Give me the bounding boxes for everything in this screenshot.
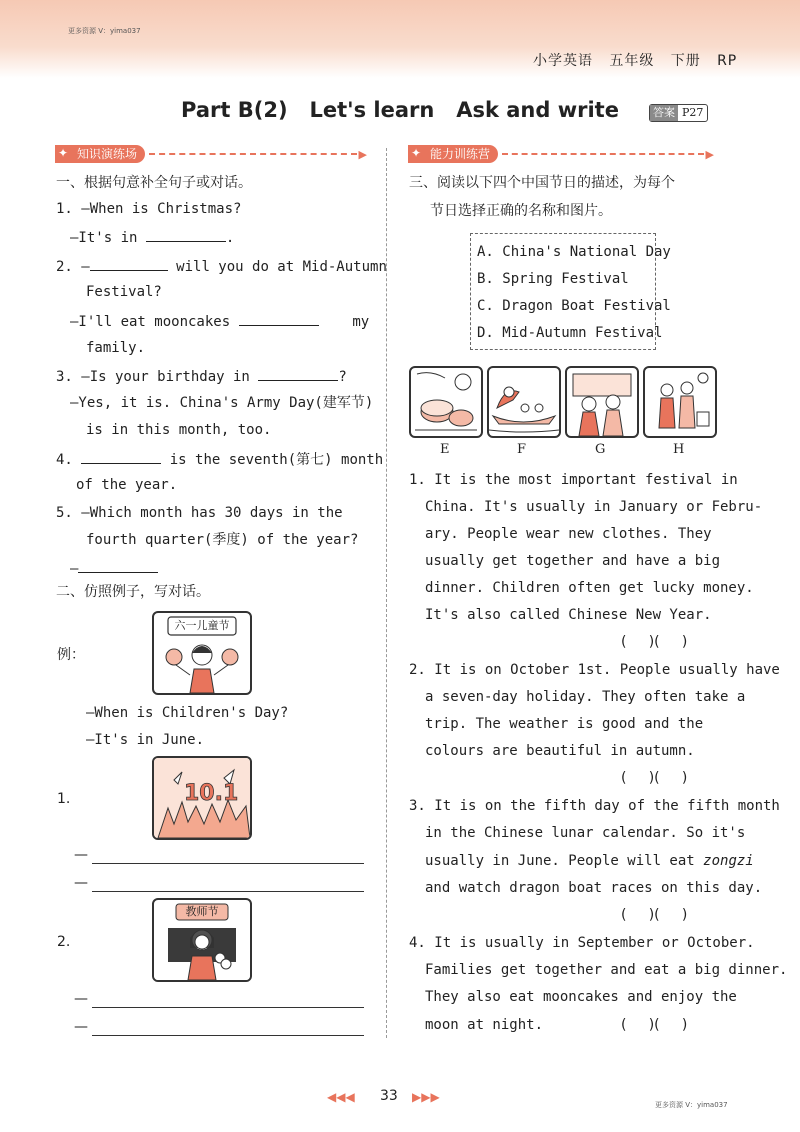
page-title: Part B(2) Let's learn Ask and write <box>181 98 619 122</box>
passage4-line: moon at night. <box>425 1017 544 1033</box>
dash: — <box>74 1019 88 1035</box>
item1-number: 1. <box>57 791 71 807</box>
column-divider <box>386 148 387 1038</box>
passage1-line: It's also called Chinese New Year. <box>425 607 712 623</box>
q2c: —I'll eat mooncakes my <box>70 311 369 331</box>
right-section-title: 能力训练营 <box>430 147 491 161</box>
passage3-line: usually in June. People will eat zongzi <box>425 853 754 869</box>
option-d: D. Mid-Autumn Festival <box>477 325 663 341</box>
writing-line[interactable] <box>92 862 364 864</box>
header-subject: 小学英语 <box>533 53 593 69</box>
q5b: fourth quarter(季度) of the year? <box>86 532 359 548</box>
picture-h <box>643 366 717 438</box>
star-icon: ✦ <box>411 146 422 160</box>
passage2-line: a seven-day holiday. They often take a <box>425 689 746 705</box>
answer-label: 答案 <box>650 105 678 121</box>
answer-parentheses[interactable]: ( )( ) <box>621 634 688 650</box>
example-banner: 六一儿童节 <box>174 619 230 632</box>
passage3-line: and watch dragon boat races on this day. <box>425 880 763 896</box>
answer-blank[interactable] <box>258 366 338 381</box>
writing-line[interactable] <box>92 890 364 892</box>
next-arrows-icon[interactable]: ▶▶▶ <box>412 1090 440 1104</box>
picture-label-g: G <box>595 442 606 457</box>
page-number: 33 <box>380 1088 398 1104</box>
example-answer: —It's in June. <box>86 732 205 748</box>
passage3-line: 3. It is on the fifth day of the fifth month <box>409 798 780 814</box>
fireworks-flames-icon <box>154 758 250 838</box>
writing-line[interactable] <box>92 1006 364 1008</box>
answer-parentheses[interactable]: ( )( ) <box>621 1017 688 1033</box>
q3a: 3. —Is your birthday in ? <box>56 366 347 386</box>
passage4-line: Families get together and eat a big dinner. <box>425 962 788 978</box>
header-term: 下册 <box>670 53 701 69</box>
q4b: of the year. <box>76 477 178 493</box>
item2-number: 2. <box>57 934 71 950</box>
q1a: 1. —When is Christmas? <box>56 201 242 217</box>
picture-label-e: E <box>440 442 450 457</box>
passage3-line: in the Chinese lunar calendar. So it's <box>425 825 746 841</box>
dash: — <box>74 875 88 891</box>
left-section-title: 知识演练场 <box>77 147 138 161</box>
item1-banner: 10.1 <box>184 781 239 806</box>
picture-f <box>487 366 561 438</box>
answer-badge[interactable] <box>649 104 708 122</box>
passage1-line: China. It's usually in January or Febru- <box>425 499 763 515</box>
writing-line[interactable] <box>92 1034 364 1036</box>
answer-parentheses[interactable]: ( )( ) <box>621 907 688 923</box>
star-icon: ✦ <box>58 146 69 160</box>
teachers-day-picture <box>152 898 252 982</box>
part1-heading: 一、根据句意补全句子或对话。 <box>56 175 252 191</box>
passage2-line: 2. It is on October 1st. People usually have <box>409 662 780 678</box>
answer-blank[interactable] <box>90 256 168 271</box>
passage1-line: ary. People wear new clothes. They <box>425 526 712 542</box>
part3-heading-line2: 节日选择正确的名称和图片。 <box>430 203 612 219</box>
answer-blank[interactable] <box>146 227 226 242</box>
answer-page: P27 <box>682 106 704 119</box>
passage1-line: usually get together and have a big <box>425 553 721 569</box>
passage1-line: dinner. Children often get lucky money. <box>425 580 754 596</box>
watermark-top: 更多资源 V：yima037 <box>68 27 141 35</box>
part3-heading-line1: 三、阅读以下四个中国节日的描述，为每个 <box>409 175 675 191</box>
family-dinner-icon <box>567 368 637 436</box>
arrow-right-icon: ▶ <box>358 147 367 161</box>
passage4-line: They also eat mooncakes and enjoy the <box>425 989 737 1005</box>
childrens-day-picture <box>152 611 252 695</box>
zongzi-word: zongzi <box>703 853 754 869</box>
picture-g <box>565 366 639 438</box>
q3b: —Yes, it is. China's Army Day(建军节) <box>70 395 374 411</box>
picture-e <box>409 366 483 438</box>
q5a: 5. —Which month has 30 days in the <box>56 505 343 521</box>
answer-blank[interactable] <box>78 558 158 573</box>
header-edition: RP <box>717 53 738 69</box>
option-b: B. Spring Festival <box>477 271 629 287</box>
arrow-right-icon: ▶ <box>705 147 714 161</box>
picture-label-f: F <box>517 442 527 457</box>
answer-blank[interactable] <box>239 311 319 326</box>
passage2-line: colours are beautiful in autumn. <box>425 743 695 759</box>
picture-label-h: H <box>673 442 685 457</box>
mooncakes-icon <box>411 368 481 436</box>
answer-parentheses[interactable]: ( )( ) <box>621 770 688 786</box>
answer-blank[interactable] <box>81 449 161 464</box>
q3c: is in this month, too. <box>86 422 272 438</box>
dash: — <box>74 991 88 1007</box>
q4: 4. is the seventh(第七) month <box>56 449 383 469</box>
national-day-picture <box>152 756 252 840</box>
passage4-line: 4. It is usually in September or October. <box>409 935 755 951</box>
q2a: 2. — will you do at Mid-Autumn <box>56 256 387 276</box>
passage2-line: trip. The weather is good and the <box>425 716 704 732</box>
header-info <box>533 50 737 70</box>
q2b: Festival? <box>86 284 162 300</box>
right-section-header <box>408 144 714 164</box>
part2-heading: 二、仿照例子，写对话。 <box>56 584 210 600</box>
example-label: 例： <box>57 647 85 663</box>
q2d: family. <box>86 340 146 356</box>
watermark-bottom: 更多资源 V：yima037 <box>655 1101 728 1109</box>
dash: — <box>74 847 88 863</box>
q1b: —It's in . <box>70 227 234 247</box>
family-trip-icon <box>645 368 715 436</box>
dragon-boat-icon <box>489 368 559 436</box>
item2-banner: 教师节 <box>185 905 219 918</box>
left-section-header <box>55 144 367 164</box>
passage1-line: 1. It is the most important festival in <box>409 472 738 488</box>
option-c: C. Dragon Boat Festival <box>477 298 671 314</box>
example-question: —When is Children's Day? <box>86 705 289 721</box>
q5c: — <box>70 558 158 578</box>
header-grade: 五年级 <box>609 53 655 69</box>
prev-arrows-icon[interactable]: ◀◀◀ <box>327 1090 355 1104</box>
option-a: A. China's National Day <box>477 244 671 260</box>
